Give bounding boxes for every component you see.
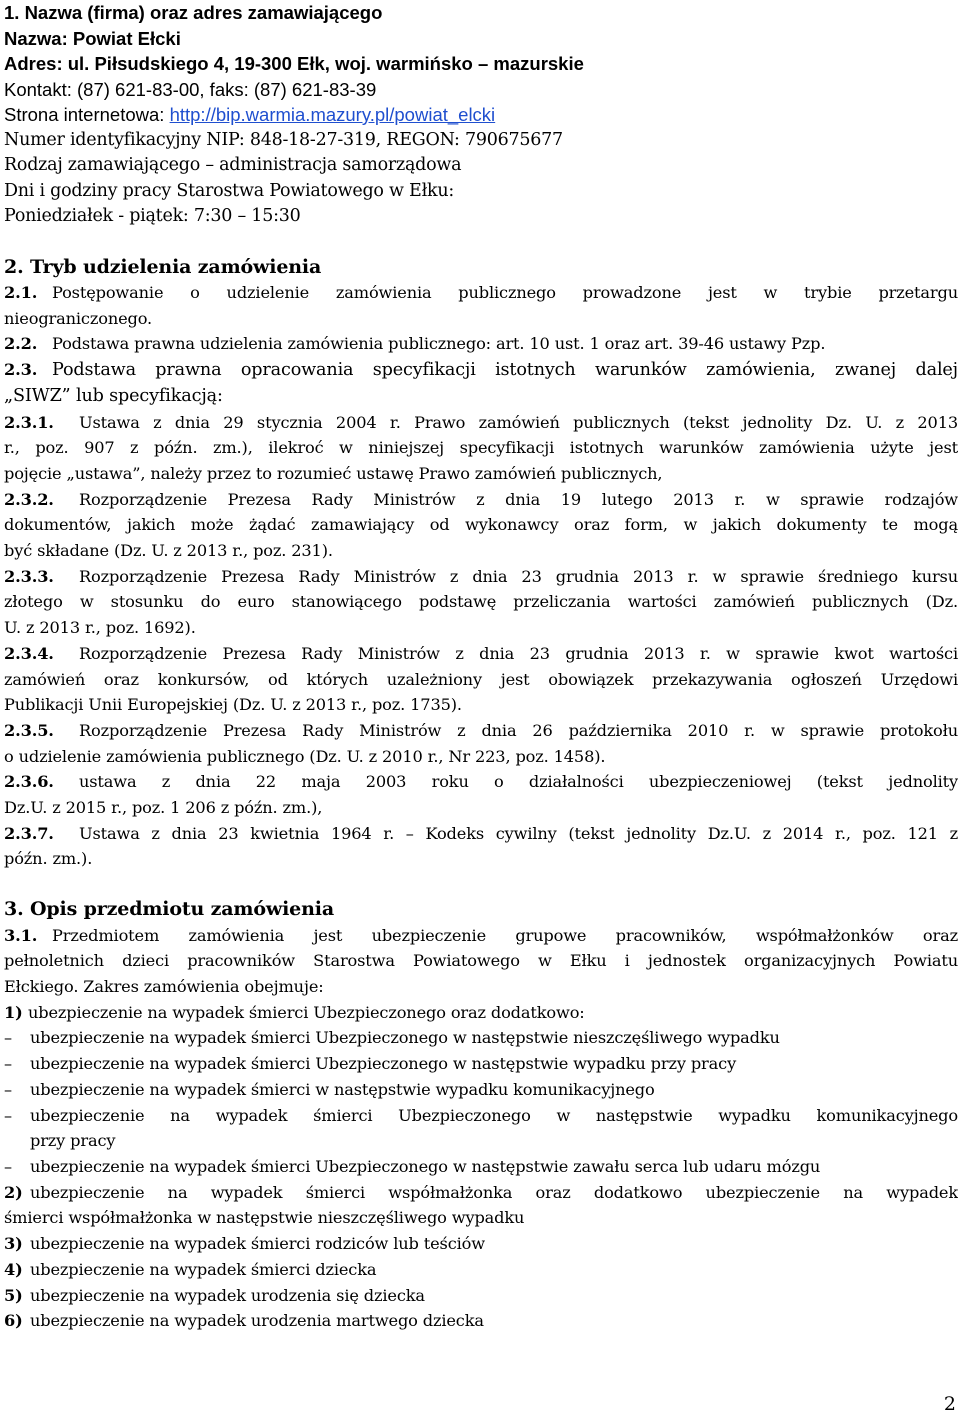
para-2-3-7-number: 2.3.7. (4, 823, 54, 843)
dash-bullet: – (4, 1105, 12, 1125)
para-2-3-line-2: „SIWZ” lub specyfikacją: (4, 385, 223, 406)
para-2-3-7-line-1: 2.3.7. Ustawa z dnia 23 kwietnia 1964 r. – Kodeks cywilny (tekst jednolity Dz.U. z 2014 r., poz. 121 z (4, 821, 958, 847)
buyer-kind: Rodzaj zamawiającego – administracja samorządowa (4, 155, 462, 175)
para-2-3-1-line-1: 2.3.1. Ustawa z dnia 29 stycznia 2004 r. Prawo zamówień publicznych (tekst jednolity Dz. U. z 2013 (4, 410, 958, 436)
dash-item-1: – ubezpieczenie na wypadek śmierci Ubezpieczonego w następstwie nieszczęśliwego wypadku (4, 1025, 958, 1051)
buyer-address: Adres: ul. Piłsudskiego 4, 19-300 Ełk, woj. warmińsko – mazurskie (4, 53, 584, 74)
para-2-3-4-line-1: 2.3.4. Rozporządzenie Prezesa Rady Ministrów z dnia 23 grudnia 2013 r. w sprawie kwot wartości (4, 641, 958, 667)
para-2-3-3-number: 2.3.3. (4, 566, 54, 586)
buyer-nip-regon: Numer identyfikacyjny NIP: 848-18-27-319, REGON: 790675677 (4, 129, 563, 150)
dash-item-4-line-2: przy pracy (30, 1131, 116, 1151)
para-2-3-7-line-2: późn. zm.). (4, 849, 93, 869)
para-2-3-1-line-2: r., poz. 907 z późn. zm.), ilekroć w niniejszej specyfikacji istotnych warunków zamówienia użyte jest (4, 438, 958, 458)
section-3 (4, 897, 958, 1334)
section-1 (4, 0, 958, 230)
para-2-3-1-number: 2.3.1. (4, 412, 54, 432)
section-3-title: 3. Opis przedmiotu zamówienia (4, 898, 335, 921)
list-item-3: 3) ubezpieczenie na wypadek śmierci rodziców lub teściów (4, 1231, 958, 1257)
section-2-title: 2. Tryb udzielenia zamówienia (4, 255, 322, 278)
list-item-5: 5) ubezpieczenie na wypadek urodzenia się dziecka (4, 1283, 958, 1309)
list-item-1: 1) ubezpieczenie na wypadek śmierci Ubezpieczonego oraz dodatkowo: (4, 1000, 958, 1026)
para-2-1-line-2: nieograniczonego. (4, 308, 153, 328)
para-2-3-3-line-2: złotego w stosunku do euro stanowiącego podstawę przeliczania wartości zamówień publicznych (Dz. (4, 592, 958, 612)
para-2-3-2-line-1: 2.3.2. Rozporządzenie Prezesa Rady Ministrów z dnia 19 lutego 2013 r. w sprawie rodzajów (4, 487, 958, 513)
para-2-2-number: 2.2. (4, 334, 38, 354)
buyer-website-line (4, 102, 958, 128)
dash-item-2: – ubezpieczenie na wypadek śmierci Ubezpieczonego w następstwie wypadku przy pracy (4, 1051, 958, 1077)
list-item-6-number: 6) (4, 1311, 23, 1331)
list-item-5-number: 5) (4, 1285, 23, 1305)
para-2-2: 2.2. Podstawa prawna udzielenia zamówienia publicznego: art. 10 ust. 1 oraz art. 39-46 ustawy Pzp. (4, 331, 958, 357)
para-3-1-number: 3.1. (4, 925, 38, 945)
page-number: 2 (943, 1393, 956, 1415)
para-2-3-4-line-3: Publikacji Unii Europejskiej (Dz. U. z 2013 r., poz. 1735). (4, 695, 462, 715)
para-3-1-line-2: pełnoletnich dzieci pracowników Starostwa Powiatowego w Ełku i jednostek organizacyjnych Powiatu (4, 951, 958, 971)
website-link[interactable]: http://bip.warmia.mazury.pl/powiat_elcki (169, 104, 496, 125)
para-2-3-3-line-3: U. z 2013 r., poz. 1692). (4, 618, 196, 638)
dash-item-5: – ubezpieczenie na wypadek śmierci Ubezpieczonego w następstwie zawału serca lub udaru mózgu (4, 1154, 958, 1180)
para-2-3-3-line-1: 2.3.3. Rozporządzenie Prezesa Rady Ministrów z dnia 23 grudnia 2013 r. w sprawie średniego kursu (4, 564, 958, 590)
para-2-3-6-number: 2.3.6. (4, 772, 54, 792)
para-2-3-1-line-3: pojęcie „ustawa”, należy przez to rozumieć ustawę Prawo zamówień publicznych, (4, 463, 663, 483)
list-item-3-number: 3) (4, 1234, 23, 1254)
para-2-3-4-number: 2.3.4. (4, 643, 54, 663)
para-2-3-number: 2.3. (4, 360, 38, 380)
document-page (4, 0, 958, 1334)
dash-bullet: – (4, 1157, 12, 1176)
dash-bullet: – (4, 1079, 12, 1099)
para-2-3-line-1: 2.3. Podstawa prawna opracowania specyfikacji istotnych warunków zamówienia, zwanej dalej (4, 357, 958, 384)
dash-bullet: – (4, 1028, 12, 1048)
list-item-2-number: 2) (4, 1182, 23, 1202)
para-2-3-2-number: 2.3.2. (4, 489, 54, 509)
para-2-1-line-1: 2.1. Postępowanie o udzielenie zamówienia publicznego prowadzone jest w trybie przetargu (4, 280, 958, 306)
para-2-3-5-line-2: o udzielenie zamówienia publicznego (Dz. U. z 2010 r., Nr 223, poz. 1458). (4, 746, 606, 766)
para-2-3-6-line-1: 2.3.6. ustawa z dnia 22 maja 2003 roku o działalności ubezpieczeniowej (tekst jednolity (4, 769, 958, 795)
dash-item-3: – ubezpieczenie na wypadek śmierci w następstwie wypadku komunikacyjnego (4, 1077, 958, 1103)
para-2-1-number: 2.1. (4, 283, 38, 302)
para-2-3-6-line-2: Dz.U. z 2015 r., poz. 1 206 z późn. zm.), (4, 798, 323, 818)
para-2-3-5-line-1: 2.3.5. Rozporządzenie Prezesa Rady Ministrów z dnia 26 października 2010 r. w sprawie protokołu (4, 718, 958, 744)
dash-bullet: – (4, 1054, 12, 1074)
list-item-1-number: 1) (4, 1002, 23, 1022)
para-3-1-line-1: 3.1. Przedmiotem zamówienia jest ubezpieczenie grupowe pracowników, współmałżonków oraz (4, 923, 958, 949)
list-item-2-line-1: 2) ubezpieczenie na wypadek śmierci współmałżonka oraz dodatkowo ubezpieczenie na wypadek (4, 1180, 958, 1206)
dash-item-4-line-1: – ubezpieczenie na wypadek śmierci Ubezpieczonego w następstwie wypadku komunikacyjnego (4, 1103, 958, 1129)
spacer (4, 230, 958, 255)
website-label: Strona internetowa: (4, 104, 170, 125)
office-hours: Poniedziałek - piątek: 7:30 – 15:30 (4, 206, 301, 226)
section-1-title: 1. Nazwa (firma) oraz adres zamawiającego (4, 2, 383, 23)
buyer-name: Nazwa: Powiat Ełcki (4, 27, 181, 49)
spacer (4, 872, 958, 897)
section-2 (4, 255, 958, 873)
list-item-4: 4) ubezpieczenie na wypadek śmierci dziecka (4, 1257, 958, 1283)
list-item-4-number: 4) (4, 1259, 23, 1279)
para-3-1-line-3: Ełckiego. Zakres zamówienia obejmuje: (4, 977, 324, 997)
para-2-3-5-number: 2.3.5. (4, 720, 54, 740)
para-2-3-2-line-3: być składane (Dz. U. z 2013 r., poz. 231). (4, 541, 333, 561)
office-hours-label: Dni i godziny pracy Starostwa Powiatowego w Ełku: (4, 180, 455, 201)
buyer-contact: Kontakt: (87) 621-83-00, faks: (87) 621-83-39 (4, 78, 377, 100)
para-2-3-4-line-2: zamówień oraz konkursów, od których uzależniony jest obowiązek przekazywania ogłoszeń Urzędowi (4, 669, 958, 689)
list-item-6: 6) ubezpieczenie na wypadek urodzenia martwego dziecka (4, 1308, 958, 1334)
list-item-2-line-2: śmierci współmałżonka w następstwie nieszczęśliwego wypadku (4, 1208, 525, 1228)
para-2-3-2-line-2: dokumentów, jakich może żądać zamawiający od wykonawcy oraz form, w jakich dokumenty te mogą (4, 515, 958, 535)
